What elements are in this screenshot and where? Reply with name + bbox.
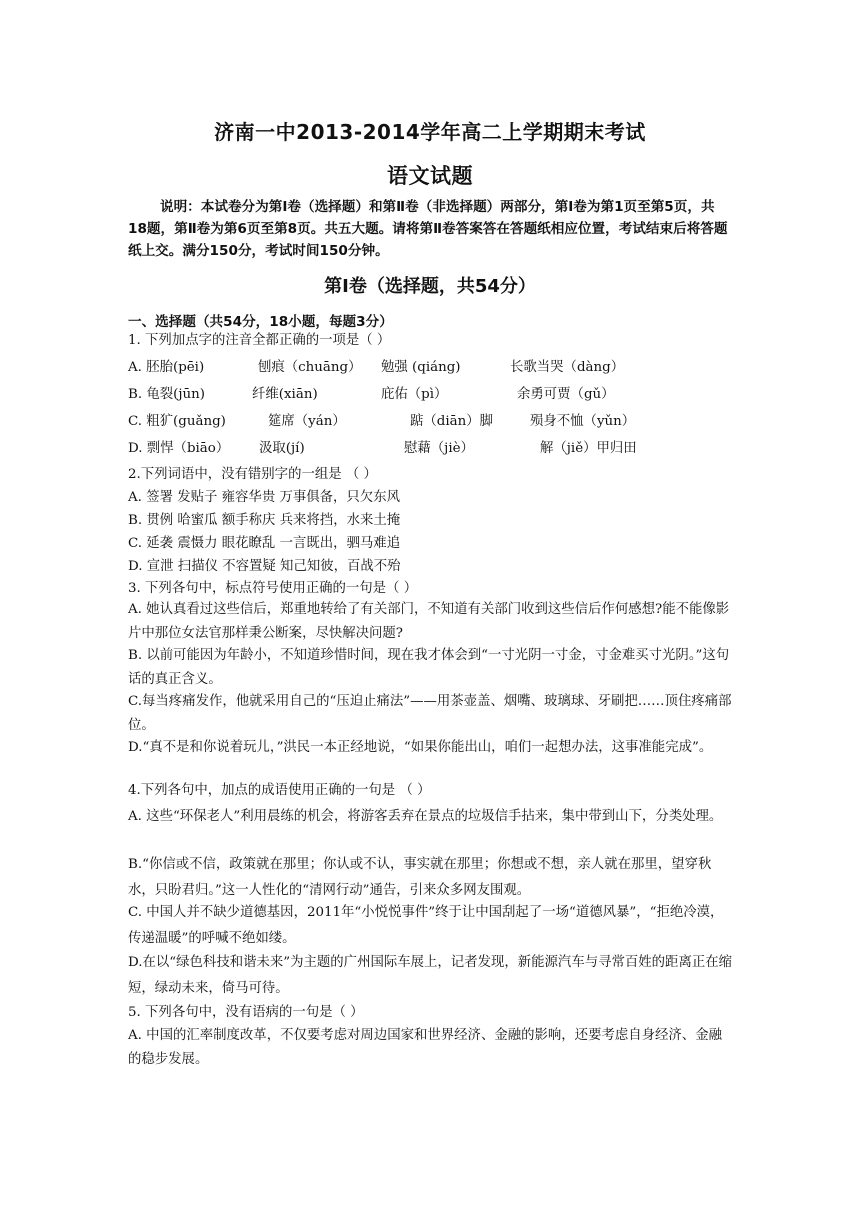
instructions: 说明：本试卷分为第Ⅰ卷（选择题）和第Ⅱ卷（非选择题）两部分，第Ⅰ卷为第1页至第5页，共18题，第Ⅱ卷为第6页至第8页。共五大题。请将第Ⅱ卷答案答在答题纸相应位置，考试结束后将答题纸上交。满分150分，考试时间150分钟。 [128,199,728,259]
q4-option-a: A. 这些“环保老人”利用晨练的机会，将游客丢弃在景点的垃圾信手拈来，集中带到山下，分类处理。 [128,809,723,824]
q4-option-b: B.“你信或不信，政策就在那里；你认或不认，事实就在那里；你想或不想，亲人就在那里，望穿秋水，只盼君归。”这一人性化的“清网行动”通告，引来众多网友围观。 [128,857,712,898]
q1-d-4: 解（jiě）甲归田 [540,441,637,456]
q1-a-1: A. 胚胎(pēi) [128,360,205,375]
q1-a-4: 长歌当哭（dàng） [510,360,625,375]
q5-stem: 5. 下列各句中，没有语病的一句是（ ） [128,1005,364,1020]
q3-option-a: A. 她认真看过这些信后，郑重地转给了有关部门，不知道有关部门收到这些信后作何感想?能不能像影片中那位女法官那样秉公断案，尽快解决问题? [128,602,730,641]
q1-c-3: 踮（diān）脚 [410,414,494,429]
q2-stem: 2.下列词语中，没有错别字的一组是 （ ） [128,467,377,482]
exam-subtitle: 语文试题 [387,164,473,188]
q4-option-c: C. 中国人并不缺少道德基因，2011年“小悦悦事件”终于让中国刮起了一场“道德风暴”，“拒绝冷漠，传递温暖”的呼喊不绝如缕。 [128,905,724,946]
q1-d-2: 汲取(jí) [259,441,305,456]
part-title: 第Ⅰ卷（选择题，共54分） [324,276,536,297]
q2-option-a: A. 签署 发贴子 雍容华贵 万事俱备，只欠东风 [128,490,400,505]
q1-c-1: C. 粗犷(guǎng) [128,414,226,429]
q4-stem: 4.下列各句中，加点的成语使用正确的一句是 （ ） [128,783,431,798]
q3-option-c: C.每当疼痛发作，他就采用自己的“压迫止痛法”——用茶壶盖、烟嘴、玻璃球、牙刷把……顶住疼痛部位。 [128,694,732,733]
q1-c-2: 筵席（yán） [268,414,346,429]
q1-a-2: 刨痕（chuāng） [258,360,362,375]
q1-c-4: 殒身不恤（yǔn） [530,414,636,429]
q4-option-d: D.在以“绿色科技和谐未来”为主题的广州国际车展上，记者发现，新能源汽车与寻常百姓的距离正在缩短，绿动未来，倚马可待。 [128,955,732,996]
q3-option-d: D.“真不是和你说着玩儿，”洪民一本正经地说，“如果你能出山，咱们一起想办法，这事准能完成”。 [128,740,713,755]
q1-d-1: D. 剽悍（biāo） [128,441,230,456]
q1-b-2: 纤维(xiān) [252,387,318,402]
q3-stem: 3. 下列各句中，标点符号使用正确的一句是（ ） [128,581,418,596]
q1-d-3: 慰藉（jiè） [404,441,474,456]
q2-option-d: D. 宣泄 扫描仪 不容置疑 知己知彼，百战不殆 [128,559,401,574]
q2-option-b: B. 贯例 哈蜜瓜 额手称庆 兵来将挡，水来土掩 [128,513,401,528]
q1-b-3: 庇佑（pì） [381,387,448,402]
exam-title: 济南一中2013-2014学年高二上学期期末考试 [214,120,646,144]
q1-b-4: 余勇可贾（gǔ） [517,387,615,402]
q5-option-a: A. 中国的汇率制度改革，不仅要考虑对周边国家和世界经济、金融的影响，还要考虑自身经济、金融的稳步发展。 [128,1028,722,1067]
q1-stem: 1. 下列加点字的注音全都正确的一项是（ ） [128,333,391,348]
q1-a-3: 勉强 (qiáng) [381,360,461,375]
q2-option-c: C. 延袭 震慑力 眼花瞭乱 一言既出，驷马难追 [128,536,401,551]
q1-b-1: B. 龟裂(jūn) [128,387,205,402]
section-title: 一、选择题（共54分，18小题，每题3分） [128,314,393,330]
q3-option-b: B. 以前可能因为年龄小，不知道珍惜时间，现在我才体会到“一寸光阴一寸金，寸金难买寸光阴。”这句话的真正含义。 [128,648,730,687]
